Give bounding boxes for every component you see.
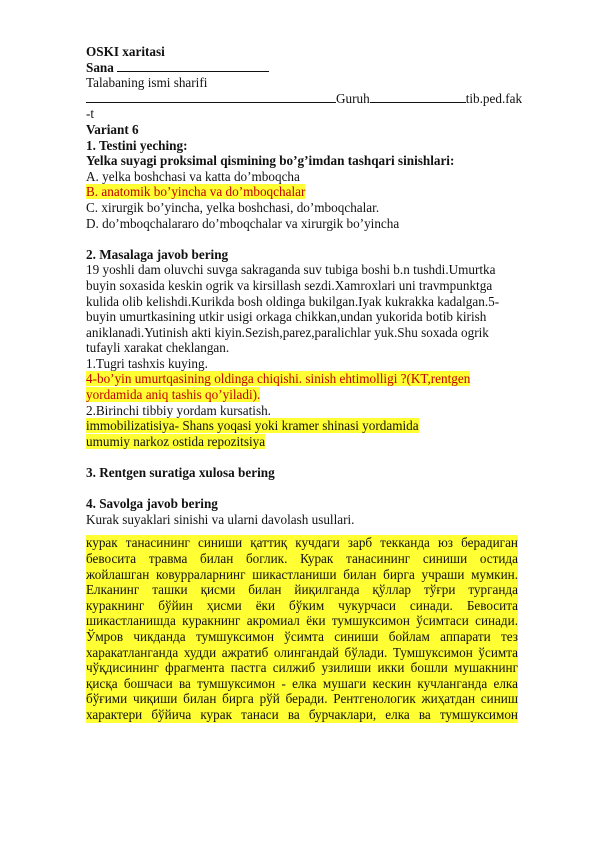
q4-answer-line: характери бўйича курак танаси ва бурчаклари, елка ва тумшуксимон — [86, 706, 518, 722]
q1-question: Yelka suyagi proksimal qismining bo’g’imdan tashqari sinishlari: — [86, 153, 455, 169]
q2-text-line: 19 yoshli dam oluvchi suvga sakraganda suv tubiga boshi b.n tushdi.Umurtka — [86, 262, 496, 278]
q2-answer1-text: yordamida aniq tashis qo’yiladi). — [86, 387, 261, 403]
q2-answer1-line — [86, 371, 518, 387]
date-blank[interactable] — [117, 60, 269, 72]
q2-answer1-text: 4-bo’yin umurtqasining oldinga chiqishi. sinish ehtimolligi ?(KT,rentgen — [86, 371, 471, 387]
q1-option-b-text: B. anatomik bo’yincha va do’mboqchalar — [86, 184, 306, 200]
q4-answer-line: қисқа бошчаси ва тумшуксимон - елка мушаги кескин кучланганда елка — [86, 675, 518, 691]
q1-option-c: C. xirurgik bo’yincha, yelka boshchasi, do’mboqchalar. — [86, 199, 380, 215]
q2-heading: 2. Masalaga javob bering — [86, 246, 229, 262]
q2-text-line: buyin soxasida keskin ogrik va kirsillash sezdi.Xamroxlari uni travmpunktga — [86, 277, 493, 293]
q1-option-d: D. do’mboqchalararo do’mboqchalar va xirurgik bo’yincha — [86, 215, 400, 231]
q2-answer2-text: umumiy narkoz ostida repozitsiya — [86, 433, 266, 449]
q1-heading: 1. Testini yeching: — [86, 137, 188, 153]
q2-text-line: aniklanadi.Yutinish akti kiyin.Sezish,parez,paralichlar yuk.Shu soxada ogrik — [86, 324, 489, 340]
q4-answer-line: куракнинг бўйин ҳисми ёки бўким чукурчаси синади. Бевосита — [86, 597, 518, 613]
q4-answer-line: шикастланишда куракнинг акромиал ёки тумшуксимон ўсимтаси синади. — [86, 613, 518, 629]
q2-sub1: 1.Tugri tashxis kuying. — [86, 355, 208, 371]
q1-option-a: A. yelka boshchasi va katta do’mboqcha — [86, 168, 300, 184]
q2-answer2-line — [86, 418, 518, 434]
student-label: Talabaning ismi sharifi — [86, 75, 208, 91]
q4-question: Kurak suyaklari sinishi va ularni davolash usullari. — [86, 511, 355, 527]
q4-heading: 4. Savolga javob bering — [86, 496, 218, 512]
q4-answer — [86, 535, 518, 722]
q2-text-line: buyin umurtkasining utkir usigi orkaga chikkan,undan yukorida botib kirish — [86, 309, 487, 325]
q1-option-b — [86, 184, 518, 200]
name-group-line — [86, 90, 523, 107]
q4-answer-line: курак танасининг синиши қаттиқ кучдаги зарб текканда юз берадиган — [86, 535, 518, 551]
q4-answer-line: чўқдисининг фрагмента пастга силжиб узилиши икки бошли мушакнинг — [86, 660, 518, 676]
q4-answer-line: харакатланганда худди ажратиб олингандай бўлади. Тумшуксимон ўсимта — [86, 644, 518, 660]
q2-text-line: tufayli xarakat cheklangan. — [86, 340, 230, 356]
faculty-label: tib.ped.fak — [465, 90, 523, 106]
faculty-cont: -t — [86, 106, 95, 122]
q2-text-line: kulida olib kelishdi.Kurikda bosh oldinga bukilgan.Iyak kukrakka kadalgan.5- — [86, 293, 500, 309]
document-title: OSKI xaritasi — [86, 44, 165, 59]
q4-answer-line: жойлашган ковурраларнинг шикастланиши билан бирга учраши мумкин. — [86, 566, 518, 582]
q3-heading: 3. Rentgen suratiga xulosa bering — [86, 465, 275, 481]
q2-answer2-text: immobilizatisiya- Shans yoqasi yoki kramer shinasi yordamida — [86, 418, 419, 434]
document-page — [86, 44, 523, 723]
date-label: Sana — [86, 59, 114, 75]
q2-answer2-line — [86, 434, 518, 450]
q4-answer-line: Ўмров чикданда тумшуксимон ўсимта синиши бойлам аппарати тез — [86, 628, 518, 644]
group-blank[interactable] — [370, 91, 466, 103]
q4-answer-line: бевосита травма билан боглик. Курак танасининг синиши остида — [86, 551, 518, 566]
name-blank[interactable] — [86, 91, 336, 103]
q4-answer-line: бўғими чиқиши билан бирга рўй беради. Рентгенологик жиҳатдан синиш — [86, 691, 518, 707]
variant-label: Variant 6 — [86, 121, 139, 137]
q2-sub2: 2.Birinchi tibbiy yordam kursatish. — [86, 402, 271, 418]
group-label: Guruh — [336, 90, 370, 106]
q4-answer-line: Елканинг ташки қисми билан йиқилганда қўллар тўғри турганда — [86, 582, 518, 598]
date-line — [86, 60, 518, 76]
q2-answer1-line — [86, 387, 518, 403]
